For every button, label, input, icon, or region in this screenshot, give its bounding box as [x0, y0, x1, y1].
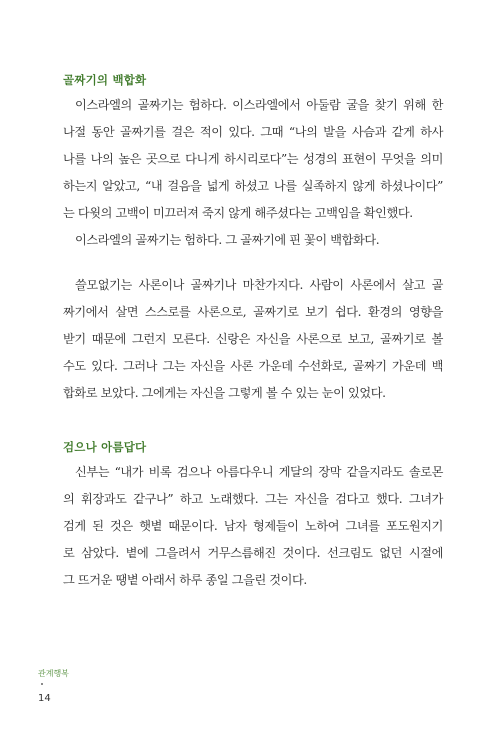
- paragraph-line: 의 휘장과도 같구나” 하고 노래했다. 그는 자신을 검다고 했다. 그녀가: [63, 492, 443, 506]
- paragraph-line: 는 다윗의 고백이 미끄러져 죽지 않게 해주셨다는 고백임을 확인했다.: [63, 206, 413, 220]
- paragraph-line: 그 뜨거운 땡볕 아래서 하루 종일 그을린 것이다.: [63, 573, 307, 587]
- paragraph-line: 나를 나의 높은 곳으로 다니게 하시리로다”는 성경의 표현이 무엇을 의미: [63, 152, 443, 166]
- paragraph-line: 쓸모없기는 사론이나 골짜기나 마찬가지다. 사람이 사론에서 살고 골: [75, 278, 443, 292]
- paragraph-line: 받기 때문에 그런지 모른다. 신랑은 자신을 사론으로 보고, 골짜기로 볼: [63, 332, 443, 346]
- paragraph-line: 로 삼았다. 볕에 그을려서 거무스름해진 것이다. 선크림도 없던 시절에: [63, 546, 443, 560]
- paragraph-line: 검게 된 것은 햇볕 때문이다. 남자 형제들이 노하여 그녀를 포도원지기: [63, 519, 443, 533]
- paragraph-line: 신부는 “내가 비록 검으나 아름다우니 게달의 장막 같을지라도 솔로몬: [75, 465, 443, 479]
- section-heading-lily: 골짜기의 백합화: [63, 73, 147, 87]
- paragraph-line: 나절 동안 골짜기를 걸은 적이 있다. 그때 “나의 발을 사슴과 같게 하사: [63, 125, 443, 139]
- section-heading-dark-but-lovely: 검으나 아름답다: [63, 440, 147, 454]
- running-footer-book-title: 관계행복: [38, 669, 69, 678]
- paragraph-line: 이스라엘의 골짜기는 험하다. 이스라엘에서 아둘람 굴을 찾기 위해 한: [75, 98, 443, 112]
- paragraph-line: 이스라엘의 골짜기는 험하다. 그 골짜기에 핀 꽃이 백합화다.: [75, 233, 380, 247]
- page-number: 14: [38, 693, 51, 704]
- footer-separator-dot: [41, 683, 43, 685]
- paragraph-line: 수도 있다. 그러나 그는 자신을 사론 가운데 수선화로, 골짜기 가운데 백: [63, 359, 443, 373]
- paragraph-line: 하는지 알았고, “내 걸음을 넓게 하셨고 나를 실족하지 않게 하셨나이다”: [63, 179, 443, 193]
- paragraph-line: 짜기에서 살면 스스로를 사론으로, 골짜기로 보기 쉽다. 환경의 영향을: [63, 305, 443, 319]
- paragraph-line: 합화로 보았다. 그에게는 자신을 그렇게 볼 수 있는 눈이 있었다.: [63, 386, 386, 400]
